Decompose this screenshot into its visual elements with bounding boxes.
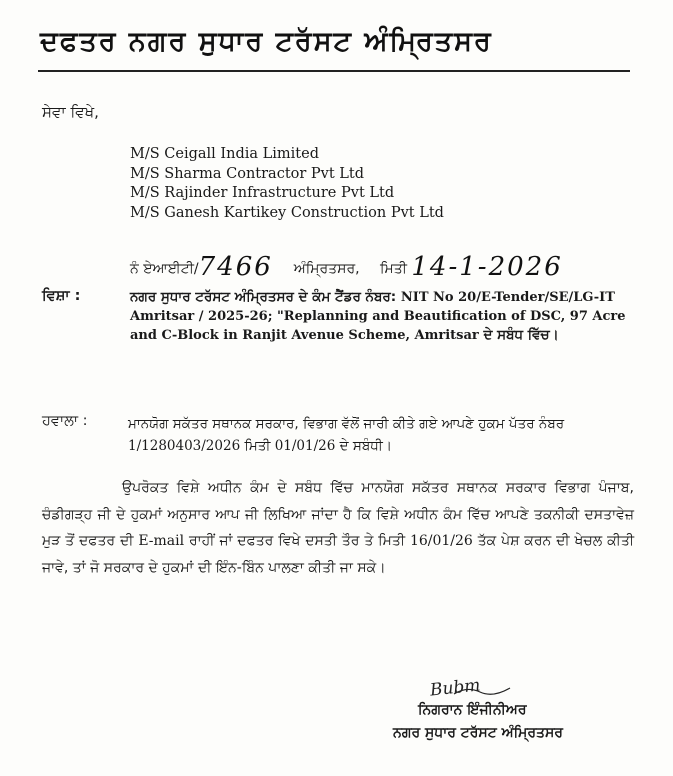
reference-part1: ਮਾਨਯੋਗ ਸਕੱਤਰ ਸਥਾਨਕ ਸਰਕਾਰ, ਵਿਭਾਗ ਵੱਲੋਂ ਜਾਰੀ ਕੀਤੇ ਗਏ ਆਪਣੇ ਹੁਕਮ ਪੱਤਰ ਨੰਬਰ	[128, 416, 565, 432]
salutation: ਸੇਵਾ ਵਿਖੇ,	[42, 103, 99, 121]
letter-place: ਅੰਮ੍ਰਿਤਸਰ,	[293, 261, 360, 277]
letter-date-handwritten: 14-1-2026	[411, 252, 563, 282]
subject-label: ਵਿਸ਼ਾ :	[42, 288, 81, 304]
subject-text	[130, 288, 630, 345]
recipient-item: M/S Ceigall India Limited	[130, 146, 319, 162]
letter-reference-line	[130, 250, 563, 280]
letter-number-label: ਨੰ ਏਆਈਟੀ/	[130, 261, 199, 277]
body-deadline-date: 16/01/26	[409, 533, 473, 549]
recipient-item: M/S Sharma Contractor Pvt Ltd	[130, 165, 365, 182]
subject-suffix: ਦੇ ਸਬੰਧ ਵਿੱਚ।	[483, 327, 559, 343]
body-email-word: E-mail	[138, 533, 185, 549]
letter-number-handwritten: 7466	[198, 252, 273, 282]
signature-flourish-icon	[452, 684, 512, 698]
subject-tender-details: NIT No 20/E-Tender/SE/LG-IT Amritsar / 2025-26; "Replanning and Beautification of DSC, 97 Acre and C-Block in Ranjit Avenue Scheme, Amritsar	[130, 290, 626, 343]
recipient-list	[130, 145, 444, 223]
reference-text	[128, 413, 633, 457]
body-part3: ਤੱਕ ਪੇਸ਼ ਕਰਨ ਦੀ ਖੇਚਲ ਕੀਤੀ ਜਾਵੇ, ਤਾਂ ਜੋ ਸਰਕਾਰ ਦੇ ਹੁਕਮਾਂ ਦੀ ਇੰਨ-ਬਿੰਨ ਪਾਲਣਾ ਕੀਤੀ ਜਾ ਸਕੇ।	[42, 533, 635, 576]
subject-intro: ਨਗਰ ਸੁਧਾਰ ਟਰੱਸਟ ਅੰਮ੍ਰਿਤਸਰ ਦੇ ਕੰਮ ਟੈਂਡਰ ਨੰਬਰ:	[130, 289, 397, 305]
office-letterhead-title: ਦਫਤਰ ਨਗਰ ਸੁਧਾਰ ਟਰੱਸਟ ਅੰਮ੍ਰਿਤਸਰ	[40, 26, 493, 57]
handwritten-signature: Bubm	[429, 675, 482, 701]
reference-order-date: 01/01/26	[274, 438, 336, 454]
reference-part3: ਦੇ ਸਬੰਧੀ।	[339, 438, 392, 454]
recipient-item: M/S Ganesh Kartikey Construction Pvt Ltd	[130, 204, 444, 221]
letter-date-label: ਮਿਤੀ	[380, 261, 407, 277]
letterhead-underline	[38, 70, 630, 72]
body-paragraph	[42, 475, 634, 581]
signatory-office: ਨਗਰ ਸੁਧਾਰ ਟਰੱਸਟ ਅੰਮ੍ਰਿਤਸਰ	[393, 725, 563, 741]
signatory-title: ਨਿਗਰਾਨ ਇੰਜੀਨੀਅਰ	[418, 702, 527, 718]
recipient-item: M/S Rajinder Infrastructure Pvt Ltd	[130, 185, 395, 201]
reference-label: ਹਵਾਲਾ :	[42, 413, 88, 429]
reference-part2: ਮਿਤੀ	[244, 438, 271, 454]
body-part1: ਉਪਰੋਕਤ ਵਿਸ਼ੇ ਅਧੀਨ ਕੰਮ ਦੇ ਸਬੰਧ ਵਿੱਚ ਮਾਨਯੋਗ ਸਕੱਤਰ ਸਥਾਨਕ ਸਰਕਾਰ ਵਿਭਾਗ ਪੰਜਾਬ, ਚੰਡੀਗੜ੍ਹ ਜੀ ਦੇ ਹੁਕਮਾਂ ਅਨੁਸਾਰ ਆਪ ਜੀ ਲਿਖਿਆ ਜਾਂਦਾ ਹੈ ਕਿ ਵਿਸ਼ੇ ਅਧੀਨ ਕੰਮ ਵਿੱਚ ਆਪਣੇ ਤਕਨੀਕੀ ਦਸਤਾਵੇਜ਼ ਮੁੜ ਤੋਂ ਦਫਤਰ ਦੀ	[42, 480, 634, 549]
reference-order-number: 1/1280403/2026	[128, 438, 241, 454]
body-part2: ਰਾਹੀਂ ਜਾਂ ਦਫਤਰ ਵਿਖੇ ਦਸਤੀ ਤੌਰ ਤੇ ਮਿਤੀ	[188, 533, 406, 549]
